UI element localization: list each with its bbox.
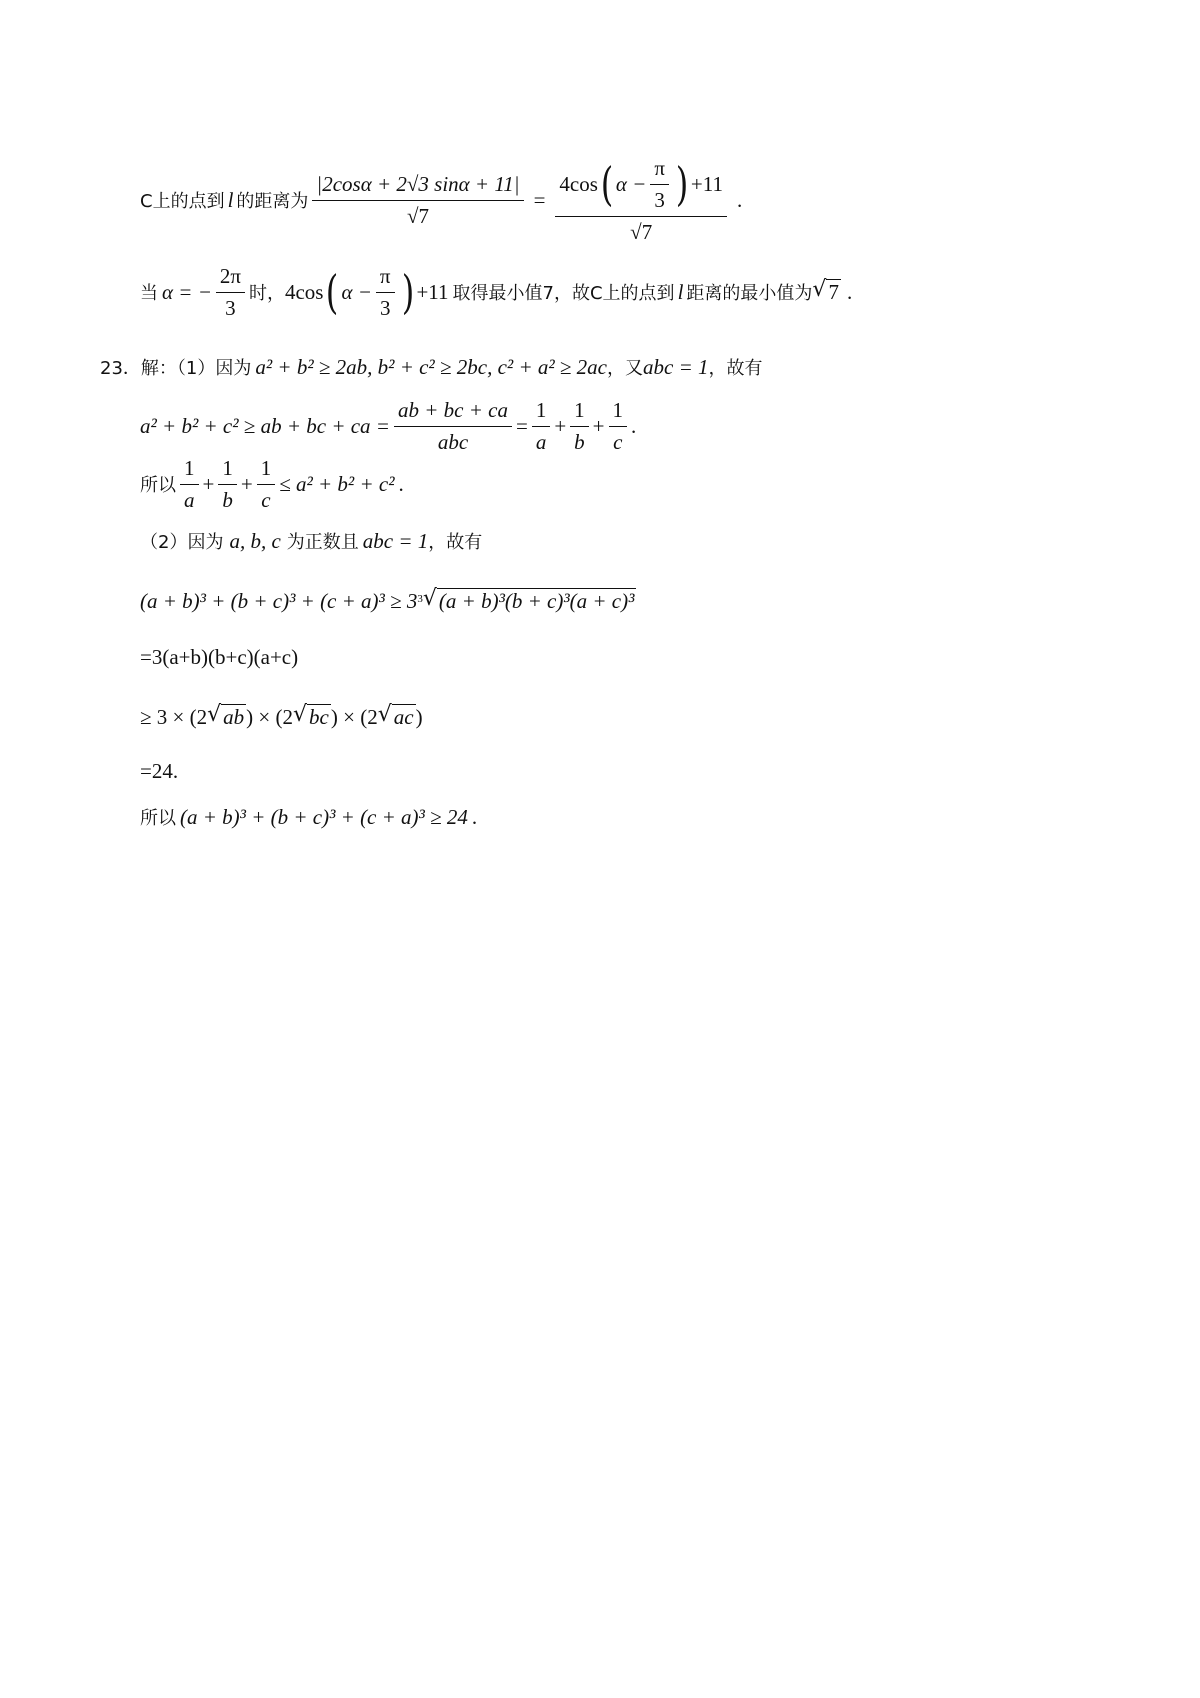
line-distance [140,155,743,244]
denominator: a [535,429,547,454]
cube-root: √ (a + b)³(b + c)³(a + c)³ [422,586,635,613]
fraction [257,456,276,513]
period: . [471,804,478,829]
fraction [312,172,523,229]
denominator: √7 [406,203,430,228]
text: ) [415,704,423,729]
fraction [555,156,727,245]
text: 当 [140,283,158,304]
paren: ( [600,157,614,211]
text: =24. [140,758,179,783]
text: 距离的最小值为 [686,283,813,304]
fraction [376,264,395,321]
line-step [140,756,178,786]
fraction [609,398,628,455]
fraction [180,456,199,513]
line-amgm [140,584,636,618]
text: =3(a+b)(b+c)(a+c) [140,644,299,669]
text: 23．解：（1）因为 [100,358,252,379]
denominator: c [613,429,623,454]
radicand: bc [309,705,329,729]
line-conclusion-2 [140,802,477,832]
denominator: 3 [654,187,665,212]
fraction [216,264,245,321]
numerator: 1 [180,456,199,485]
numerator [555,156,727,217]
fraction [650,156,669,213]
text: α = − [162,279,212,304]
numerator: 1 [570,398,589,427]
denominator: c [261,487,271,512]
numerator: |2cosα + 2√3 sinα + 11| [312,172,523,201]
line-minimum [140,262,852,322]
radicand: ac [393,705,414,729]
text: 4cos [559,171,598,196]
numerator: 1 [532,398,551,427]
text: +11 [690,171,723,196]
radicand: ab [223,705,245,729]
text: 4cos [284,279,324,304]
period: . [631,413,637,438]
sqrt: √ ac [377,702,414,729]
numerator: 1 [218,456,237,485]
text: α − [341,279,372,304]
text: 取得最小值7，故C上的点到 [452,283,675,304]
period: . [398,471,404,496]
text: ≤ a² + b² + c² [279,471,395,496]
inequality: a² + b² ≥ 2ab, b² + c² ≥ 2bc, c² + a² ≥ 2ac [255,354,608,379]
fraction [570,398,589,455]
fraction [532,398,551,455]
period: . [846,279,853,304]
sqrt: √ 7 [812,277,839,304]
sqrt: √ bc [293,702,329,729]
text: 的距离为 [236,191,309,212]
var: l [227,187,234,212]
denominator: abc [437,429,469,454]
numerator: π [376,264,395,293]
numerator: 2π [216,264,245,293]
plus: + [240,471,253,496]
root-index: 3 [417,593,423,605]
denominator: b [222,487,233,512]
question-23 [100,352,763,382]
paren: ) [401,265,414,319]
text: （2）因为 [140,532,224,553]
radicand: 7 [828,280,839,304]
text: 所以 [140,808,176,829]
denominator: 3 [225,295,236,320]
numerator: 1 [257,456,276,485]
numerator: 1 [609,398,628,427]
fraction [218,456,237,513]
period: . [736,187,743,212]
denominator: b [574,429,585,454]
part-2 [140,526,482,556]
denominator: 3 [379,295,391,320]
condition: abc = 1 [362,528,429,553]
equals: = [515,413,528,438]
paren: ) [675,157,689,211]
line-sum [140,398,636,454]
equals: = [533,187,546,212]
paren: ( [326,265,339,319]
text: ) × (2 [246,704,293,729]
line-step [140,700,423,734]
numerator: ab + bc + ca [394,398,512,427]
text: a² + b² + c² ≥ ab + bc + ca = [140,413,390,438]
text: 时， [248,283,285,304]
text: (a + b)³ + (b + c)³ + (c + a)³ ≥ 3 [140,588,418,613]
text: ，又 [607,358,644,379]
text: 为正数且 [286,532,359,553]
numerator: π [650,156,669,185]
text: +11 [416,279,449,304]
denominator: a [184,487,195,512]
text: α − [615,171,647,196]
text: (a + b)³ + (b + c)³ + (c + a)³ ≥ 24 [180,804,468,829]
plus: + [592,413,605,438]
text: ) × (2 [330,704,378,729]
condition: abc = 1 [643,354,709,379]
text: a, b, c [229,528,281,553]
denominator: √7 [630,219,653,244]
fraction [394,398,512,455]
plus: + [554,413,567,438]
line-conclusion-1 [140,456,404,512]
text: ，故有 [428,532,483,553]
sqrt: √ ab [207,702,245,729]
text: ，故有 [708,358,763,379]
text: ≥ 3 × (2 [140,704,208,729]
line-step [140,642,298,672]
var: l [677,279,684,304]
plus: + [202,471,215,496]
text: 所以 [140,475,176,496]
text: C上的点到 [140,191,225,212]
radicand: (a + b)³(b + c)³(a + c)³ [438,589,635,613]
